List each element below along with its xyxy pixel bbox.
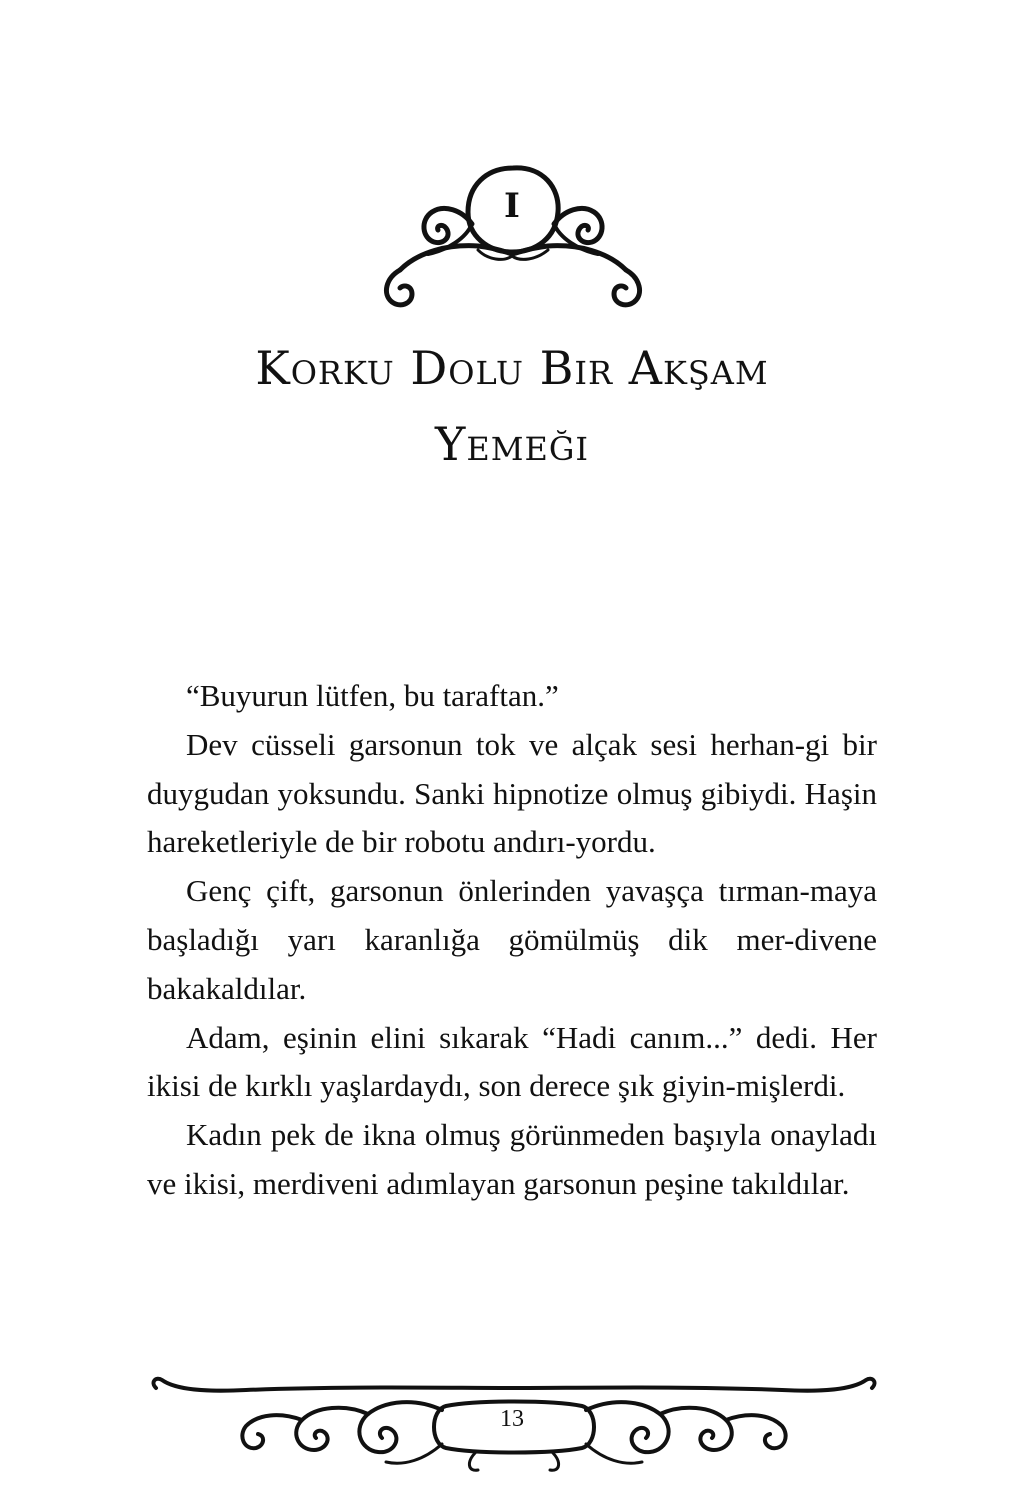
paragraph: Adam, eşinin elini sıkarak “Hadi canım...” dedi. Her ikisi de kırklı yaşlardaydı, son derece şık giyin-mişlerdi. xyxy=(147,1019,877,1104)
paragraph: Kadın pek de ikna olmuş görünmeden başıyla onayladı ve ikisi, merdiveni adımlayan garsonun peşine takıldılar. xyxy=(147,1117,877,1201)
chapter-number: I xyxy=(504,186,520,226)
chapter-title-line-2: Yemeği xyxy=(434,417,590,471)
chapter-body xyxy=(147,672,877,1209)
chapter-title xyxy=(150,330,874,482)
chapter-title-line-1: Korku Dolu Bir Akşam xyxy=(255,341,769,395)
chapter-ornament xyxy=(378,160,648,325)
page-number: 13 xyxy=(500,1406,524,1432)
paragraph: “Buyurun lütfen, bu taraftan.” xyxy=(186,678,559,713)
paragraph: Dev cüsseli garsonun tok ve alçak sesi herhan-gi bir duygudan yoksundu. Sanki hipnotize olmuş gibiydi. Haşin hareketleriyle de bir robotu andırı-yordu. xyxy=(147,726,877,860)
paragraph: Genç çift, garsonun önlerinden yavaşça tırman-maya başladığı yarı karanlığa gömülmüş dik mer-divene bakakaldılar. xyxy=(147,873,877,1006)
